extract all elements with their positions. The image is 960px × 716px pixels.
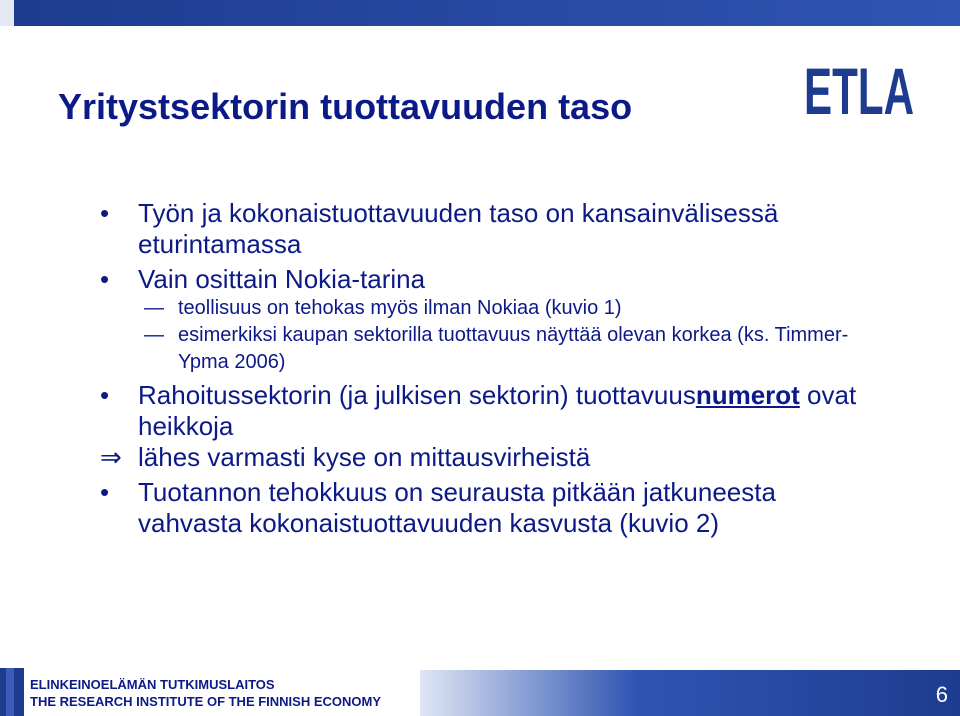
bullet-list <box>98 198 858 539</box>
implication-text: lähes varmasti kyse on mittausvirheistä <box>138 442 591 472</box>
implication-item <box>98 442 858 473</box>
org-name-en: THE RESEARCH INSTITUTE OF THE FINNISH ECONOMY <box>30 694 382 709</box>
footer <box>0 668 960 716</box>
bullet-dot-icon: • <box>100 380 110 410</box>
top-bar-band <box>14 0 960 26</box>
implies-arrow-icon: ⇒ <box>100 442 122 472</box>
dash-icon: — <box>144 324 164 346</box>
bullet-text-post: ovat heikkoja <box>138 380 857 441</box>
bullet-emphasis: numerot <box>695 380 800 410</box>
org-name-fi: ELINKEINOELÄMÄN TUTKIMUSLAITOS <box>30 677 275 692</box>
bullet-dot-icon: • <box>100 198 110 228</box>
etla-logo <box>804 54 914 128</box>
sub-bullet-item <box>98 295 858 322</box>
sub-bullet-item <box>98 322 858 376</box>
bullet-item <box>98 264 858 295</box>
sub-bullet-text: teollisuus on tehokas myös ilman Nokiaa (kuvio 1) <box>178 297 622 319</box>
footer-tab <box>0 668 24 716</box>
bullet-text-pre: Rahoitussektorin (ja julkisen sektorin) tuottavuus <box>138 380 696 410</box>
bullet-item <box>98 198 858 260</box>
dash-icon: — <box>144 297 164 319</box>
bullet-text: Tuotannon tehokkuus on seurausta pitkään jatkuneesta vahvasta kokonaistuottavuuden kasvusta (kuvio 2) <box>138 477 776 538</box>
bullet-item <box>98 477 858 539</box>
page-number: 6 <box>935 682 948 707</box>
slide-title: Yritystsektorin tuottavuuden taso <box>58 86 633 127</box>
bullet-dot-icon: • <box>100 264 110 294</box>
bullet-text: Työn ja kokonaistuottavuuden taso on kansainvälisessä eturintamassa <box>138 198 779 259</box>
bullet-dot-icon: • <box>100 477 110 507</box>
footer-bar <box>420 670 960 716</box>
etla-logo-text: ETLA <box>804 54 914 128</box>
top-bar <box>0 0 960 26</box>
bullet-item <box>98 380 858 442</box>
sub-bullet-text: esimerkiksi kaupan sektorilla tuottavuus näyttää olevan korkea (ks. Timmer-Ypma 2006) <box>178 324 849 373</box>
footer-organization <box>30 676 381 710</box>
bullet-text: Vain osittain Nokia-tarina <box>138 264 426 294</box>
